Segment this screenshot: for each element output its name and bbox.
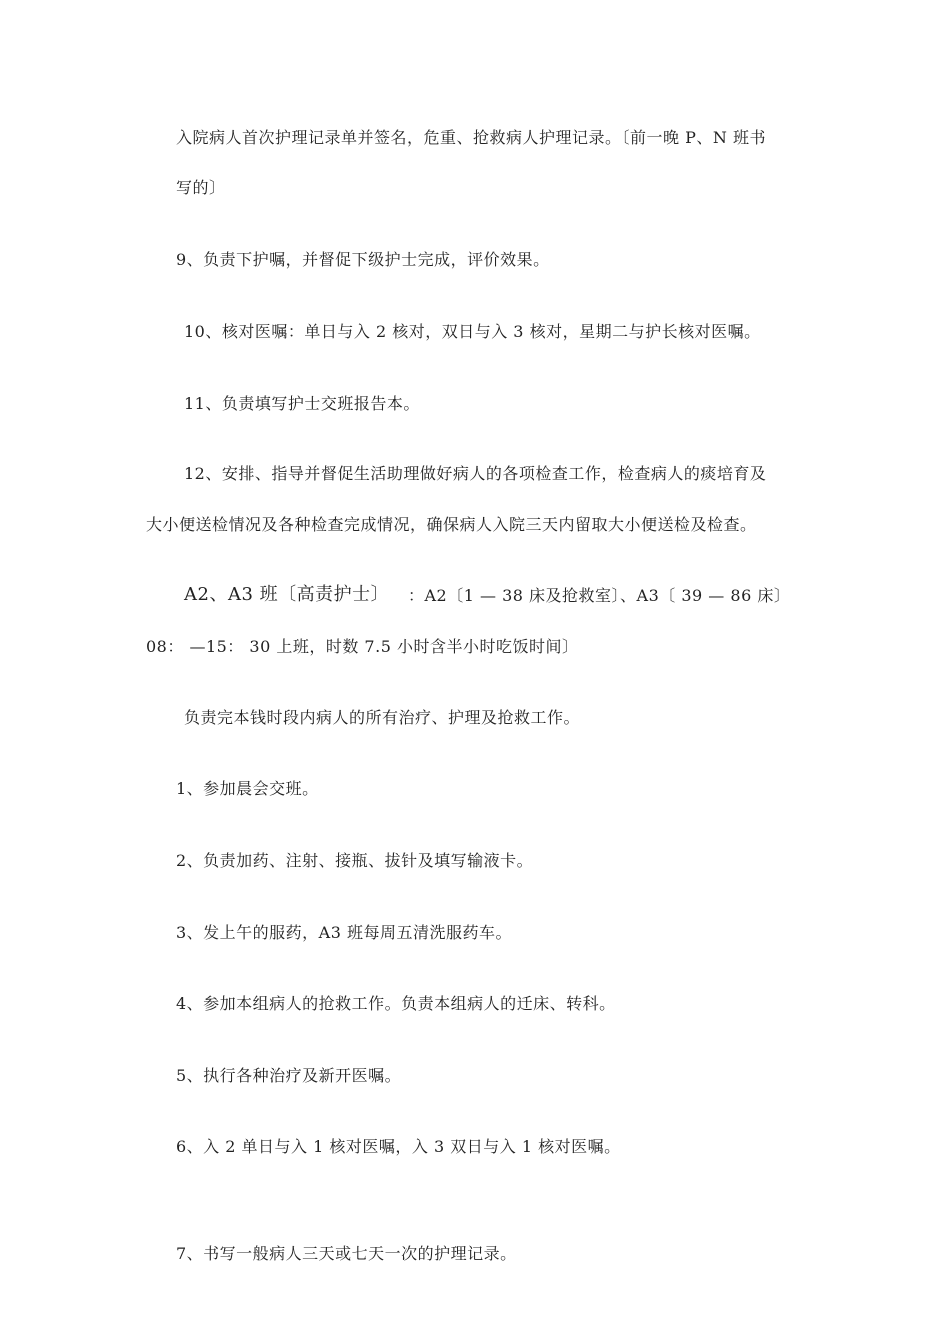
text-line: 3、发上午的服药，A3 班每周五清洗服药车。 [176,923,513,942]
text-line: 12、安排、指导并督促生活助理做好病人的各项检查工作，检查病人的痰培育及 [184,464,767,483]
text-line: 7、书写一般病人三天或七天一次的护理记录。 [176,1244,517,1263]
text-line: 大小便送检情况及各种检查完成情况，确保病人入院三天内留取大小便送检及检查。 [146,515,757,534]
text-line: 11、负责填写护士交班报告本。 [184,394,420,413]
text-line: 入院病人首次护理记录单并签名，危重、抢救病人护理记录。〔前一晚 P、N 班书 [176,128,766,147]
text-line: 4、参加本组病人的抢救工作。负责本组病人的迁床、转科。 [176,994,616,1013]
section-heading-detail: ：A2〔1 — 38 床及抢救室〕、A3〔 39 — 86 床〕 [408,586,791,605]
text-line: 写的〕 [176,178,226,197]
text-line: 9、负责下护嘱，并督促下级护士完成，评价效果。 [176,250,550,269]
text-line: 6、入 2 单日与入 1 核对医嘱，入 3 双日与入 1 核对医嘱。 [176,1137,621,1156]
text-line: 1、参加晨会交班。 [176,779,319,798]
section-heading: A2、A3 班〔高责护士〕 [184,584,390,605]
text-line: 2、负责加药、注射、接瓶、拔针及填写输液卡。 [176,851,534,870]
text-line: 08： —15： 30 上班，时数 7.5 小时含半小时吃饭时间〕 [146,637,579,656]
text-line: 5、执行各种治疗及新开医嘱。 [176,1066,402,1085]
text-line: 10、核对医嘱：单日与入 2 核对，双日与入 3 核对，星期二与护长核对医嘱。 [184,322,761,341]
text-line: 负责完本钱时段内病人的所有治疗、护理及抢救工作。 [184,708,581,727]
